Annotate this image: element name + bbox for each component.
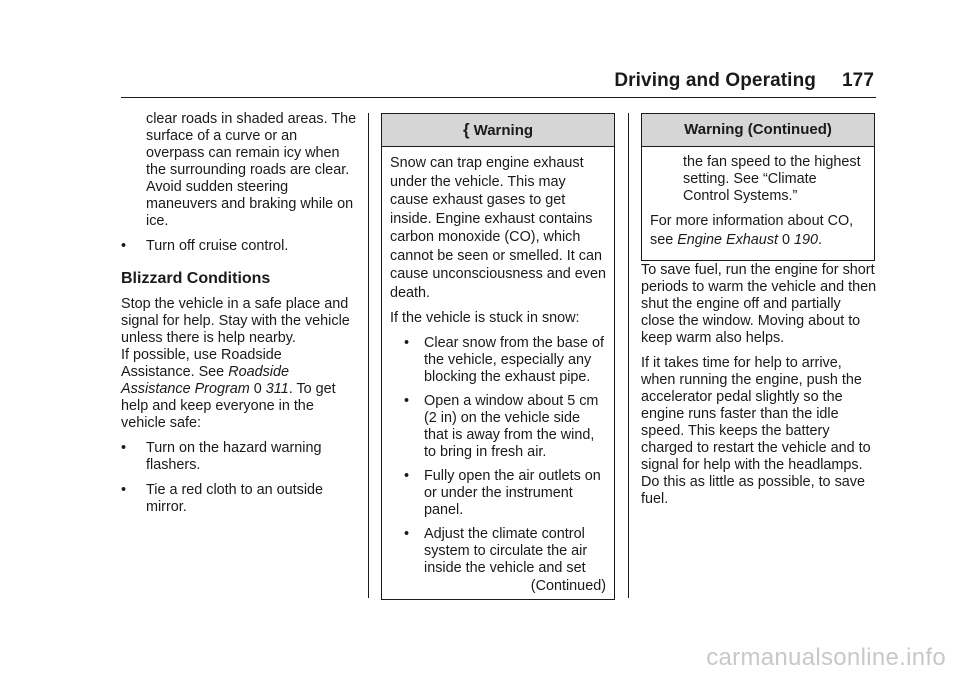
warning-continued-body <box>642 147 874 260</box>
bullet-text: Fully open the air outlets on or under the instrument panel. <box>424 467 601 518</box>
column-divider-left <box>368 113 369 598</box>
warning-bullet <box>390 335 606 386</box>
bullet-dot: • <box>404 467 410 484</box>
warning-body <box>382 147 614 599</box>
page-ref-icon: 0 <box>782 231 791 248</box>
continued-text: clear roads in shaded areas. The surface of a curve or an overpass can remain icy when the surrounding roads are clear. Avoid sudden steering maneuvers and braking while on ice. <box>146 111 357 229</box>
bullet-dot: • <box>121 238 127 254</box>
bullet-dot: • <box>404 392 410 409</box>
warning-bullet <box>390 526 606 577</box>
bullet-text: Turn off cruise control. <box>146 238 289 254</box>
bullet-dot: • <box>404 334 410 351</box>
warning-bullet <box>390 468 606 519</box>
warning-bullet <box>390 393 606 461</box>
page-header <box>614 70 874 92</box>
warning-paragraph-1: Snow can trap engine exhaust under the vehicle. This may cause exhaust gases to get inside. Engine exhaust contains carbon monoxide (CO), which cannot be seen or smelled. It can cause unconsciousness and even death. <box>390 155 607 301</box>
warning-continued-text: the fan speed to the highest setting. See “Climate Control Systems.” <box>683 154 861 204</box>
section-heading: Blizzard Conditions <box>121 270 271 287</box>
engine-exhaust-link[interactable]: Engine Exhaust <box>677 231 779 248</box>
page-ref-number[interactable]: 311 <box>265 381 289 397</box>
bullet-dot: • <box>121 440 127 456</box>
warning-header <box>382 114 614 147</box>
bullet-hazard <box>121 440 357 474</box>
co-info-paragraph: For more information about CO, see Engine Exhaust 0 190. <box>650 213 854 248</box>
bullet-dot: • <box>121 482 127 498</box>
continued-label: (Continued) <box>530 577 606 594</box>
section-title: Driving and Operating <box>614 70 816 91</box>
left-column <box>121 111 357 524</box>
watermark: carmanualsonline.info <box>706 644 946 671</box>
save-fuel-paragraph: To save fuel, run the engine for short periods to warm the vehicle and then shut the engine off and partially close the window. Moving about to keep warm also helps. <box>641 262 877 346</box>
bullet-dot: • <box>404 525 410 542</box>
page-ref-number[interactable]: 190 <box>794 231 819 248</box>
warning-title: Warning <box>473 122 534 139</box>
page-number: 177 <box>841 70 874 91</box>
warning-box <box>381 113 615 600</box>
right-column <box>641 262 877 516</box>
blizzard-paragraph-1: Stop the vehicle in a safe place and signal for help. Stay with the vehicle unless there is help nearby. <box>121 296 350 346</box>
column-divider-right <box>628 113 629 598</box>
warning-paragraph-2: If the vehicle is stuck in snow: <box>390 310 580 326</box>
help-arrive-paragraph: If it takes time for help to arrive, when running the engine, push the accelerator pedal slightly so the engine runs faster than the idle speed. This keeps the battery charged to restart the vehicle and to signal for help with the headlamps. Do this as little as possible, to save fuel. <box>641 355 871 507</box>
blizzard-paragraph-2: If possible, use Roadside Assistance. See Roadside Assistance Program 0 311. To get help and keep everyone in the vehicle safe: <box>121 347 336 431</box>
bullet-red-cloth <box>121 482 357 516</box>
warning-continued-header: Warning (Continued) <box>642 114 874 147</box>
bullet-text: Tie a red cloth to an outside mirror. <box>146 482 324 515</box>
bullet-cruise <box>121 238 357 255</box>
bullet-text: Open a window about 5 cm (2 in) on the vehicle side that is away from the wind, to bring in fresh air. <box>424 392 599 460</box>
header-rule <box>121 97 876 98</box>
warning-icon: { <box>462 120 470 139</box>
page-ref-icon: 0 <box>253 381 262 397</box>
bullet-text: Adjust the climate control system to circulate the air inside the vehicle and set <box>424 525 588 576</box>
warning-continued-box <box>641 113 875 261</box>
bullet-text: Clear snow from the base of the vehicle, especially any blocking the exhaust pipe. <box>424 334 604 385</box>
bullet-text: Turn on the hazard warning flashers. <box>146 440 322 473</box>
roadside-assistance-link[interactable]: Roadside Assistance Program <box>121 364 289 397</box>
